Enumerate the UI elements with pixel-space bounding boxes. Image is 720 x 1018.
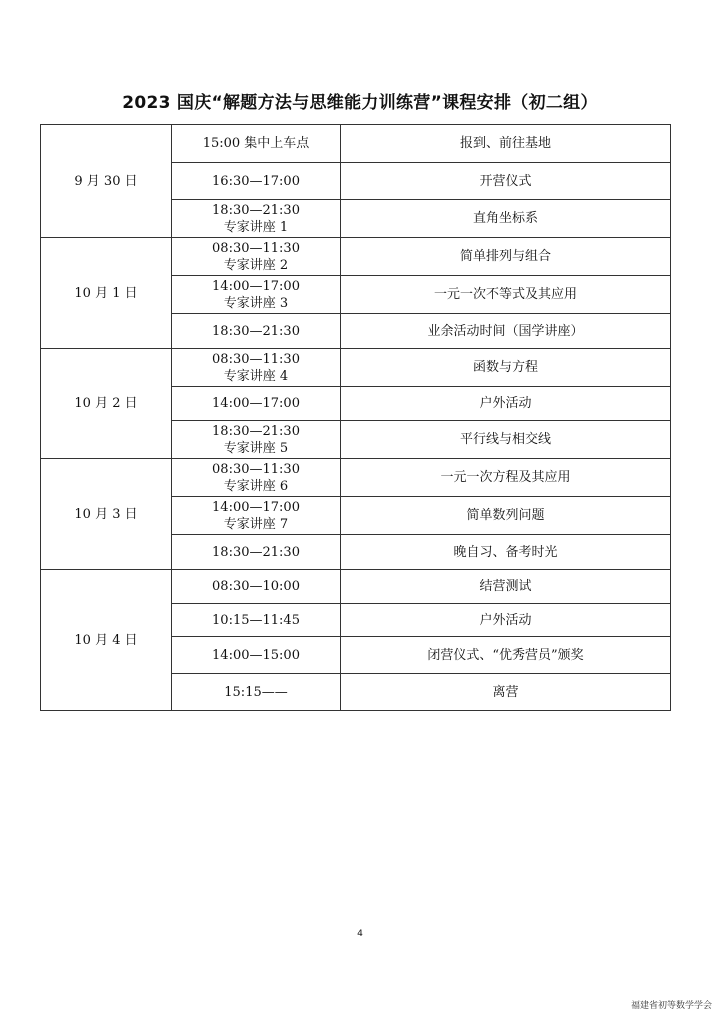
time-cell <box>172 674 341 711</box>
activity-cell: 一元一次方程及其应用 <box>341 459 671 497</box>
schedule-row <box>41 570 671 604</box>
time-cell <box>172 535 341 570</box>
schedule-row <box>41 125 671 163</box>
date-cell: 10 月 1 日 <box>41 238 172 349</box>
time-range: 08:30—11:30 <box>212 351 300 367</box>
time-range: 18:30—21:30 <box>212 323 300 339</box>
lecture-label: 专家讲座 5 <box>223 440 289 456</box>
time-cell <box>172 200 341 238</box>
lecture-label: 专家讲座 6 <box>223 478 289 494</box>
activity-cell: 户外活动 <box>341 604 671 637</box>
time-range: 18:30—21:30 <box>212 423 300 439</box>
lecture-label: 专家讲座 1 <box>223 219 289 235</box>
activity-cell: 开营仪式 <box>341 163 671 200</box>
time-range: 14:00—15:00 <box>212 647 300 663</box>
activity-cell: 平行线与相交线 <box>341 421 671 459</box>
activity-cell: 简单数列问题 <box>341 497 671 535</box>
time-cell <box>172 163 341 200</box>
date-cell: 10 月 2 日 <box>41 349 172 459</box>
time-cell <box>172 125 341 163</box>
page-title: 2023 国庆“解题方法与思维能力训练营”课程安排（初二组） <box>122 93 598 113</box>
lecture-label: 专家讲座 7 <box>223 516 289 532</box>
time-range: 14:00—17:00 <box>212 396 300 411</box>
time-cell <box>172 637 341 674</box>
time-cell <box>172 349 341 387</box>
time-range: 18:30—21:30 <box>212 202 300 218</box>
time-cell <box>172 387 341 421</box>
time-range: 10:15—11:45 <box>212 612 300 628</box>
date-cell: 10 月 4 日 <box>41 570 172 711</box>
activity-cell: 离营 <box>341 674 671 711</box>
time-cell <box>172 459 341 497</box>
schedule-row <box>41 349 671 387</box>
time-cell <box>172 238 341 276</box>
activity-cell: 晚自习、备考时光 <box>341 535 671 570</box>
time-cell <box>172 421 341 459</box>
lecture-label: 专家讲座 4 <box>223 368 289 384</box>
time-cell <box>172 314 341 349</box>
activity-cell: 报到、前往基地 <box>341 125 671 163</box>
activity-cell: 一元一次不等式及其应用 <box>341 276 671 314</box>
activity-cell: 简单排列与组合 <box>341 238 671 276</box>
activity-cell: 户外活动 <box>341 387 671 421</box>
time-range: 15:00 集中上车点 <box>202 136 310 151</box>
schedule-row <box>41 238 671 276</box>
activity-cell: 业余活动时间（国学讲座） <box>341 314 671 349</box>
time-cell <box>172 604 341 637</box>
time-cell <box>172 570 341 604</box>
time-range: 08:30—10:00 <box>212 579 300 594</box>
time-range: 18:30—21:30 <box>212 544 300 560</box>
footer-organization: 福建省初等数学学会 <box>630 1001 712 1011</box>
activity-cell: 结营测试 <box>341 570 671 604</box>
schedule-table <box>40 124 671 711</box>
page-number: 4 <box>357 929 363 939</box>
time-range: 15:15—— <box>224 684 288 700</box>
time-cell <box>172 276 341 314</box>
time-range: 14:00—17:00 <box>212 499 300 515</box>
activity-cell: 闭营仪式、“优秀营员”颁奖 <box>341 637 671 674</box>
schedule-table-body <box>41 125 671 711</box>
schedule-row <box>41 459 671 497</box>
lecture-label: 专家讲座 2 <box>223 257 289 273</box>
date-cell: 10 月 3 日 <box>41 459 172 570</box>
time-range: 08:30—11:30 <box>212 240 300 256</box>
activity-cell: 直角坐标系 <box>341 200 671 238</box>
lecture-label: 专家讲座 3 <box>223 295 289 311</box>
activity-cell: 函数与方程 <box>341 349 671 387</box>
time-range: 14:00—17:00 <box>212 278 300 294</box>
date-cell: 9 月 30 日 <box>41 125 172 238</box>
time-cell <box>172 497 341 535</box>
time-range: 08:30—11:30 <box>212 461 300 477</box>
time-range: 16:30—17:00 <box>212 173 300 189</box>
